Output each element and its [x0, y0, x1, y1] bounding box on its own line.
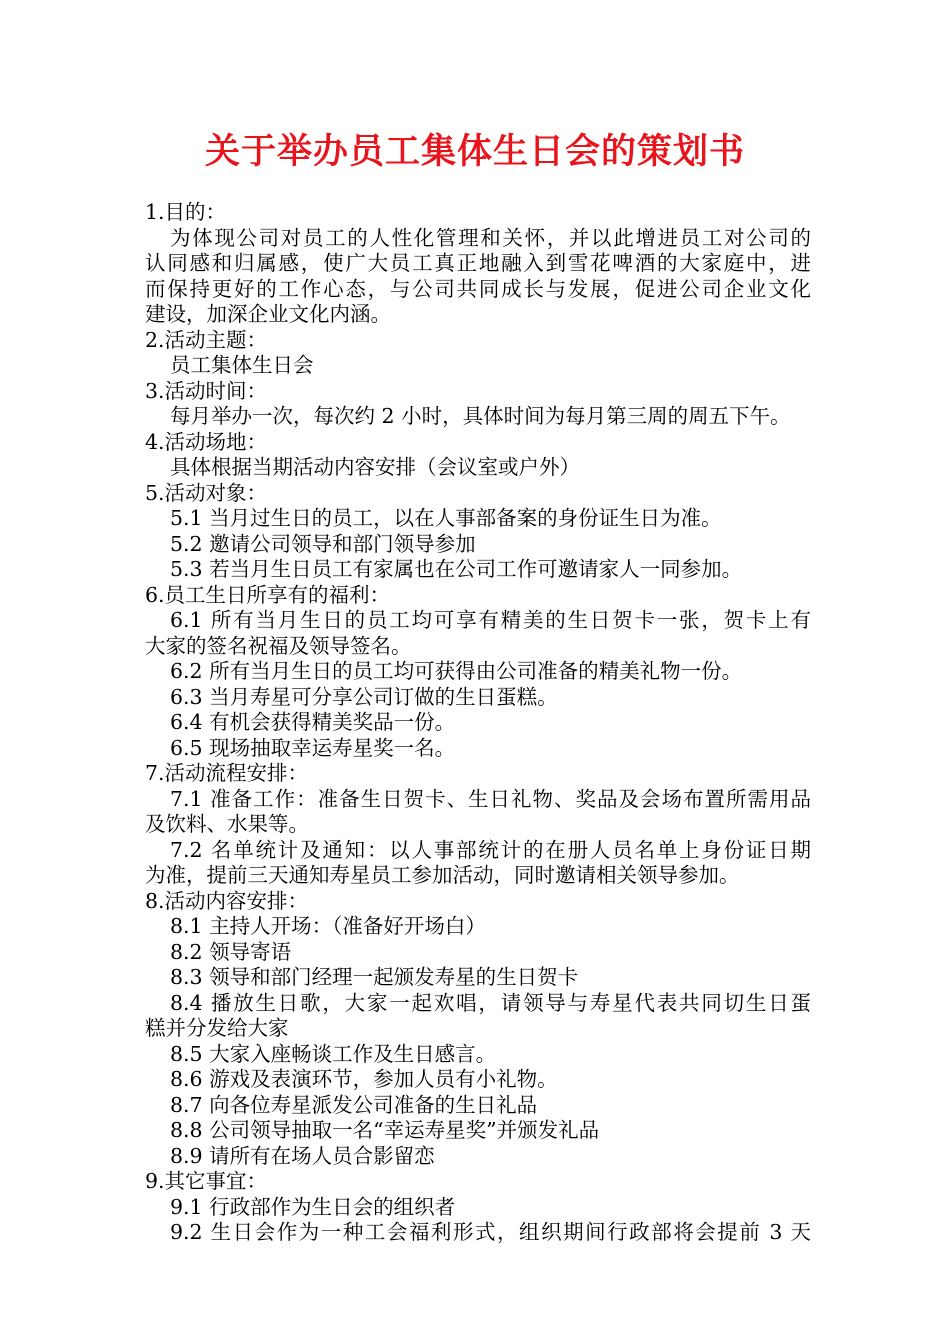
- paragraph-line: 8.4 播放生日歌，大家一起欢唱，请领导与寿星代表共同切生日蛋: [170, 990, 811, 1015]
- document-title: 关于举办员工集体生日会的策划书: [204, 131, 745, 172]
- section-heading: 7.活动流程安排：: [145, 761, 309, 785]
- paragraph-line: 具体根据当期活动内容安排（会议室或户外）: [170, 455, 580, 479]
- paragraph-line: 8.9 请所有在场人员合影留恋: [170, 1143, 435, 1168]
- paragraph-line: 及饮料、水果等。: [145, 812, 309, 836]
- section-heading: 2.活动主题：: [145, 327, 268, 352]
- paragraph-line: 大家的签名祝福及领导签名。: [145, 633, 412, 658]
- section-heading: 1.目的：: [145, 200, 227, 224]
- paragraph-line: 6.1 所有当月生日的员工均可享有精美的生日贺卡一张，贺卡上有: [170, 608, 811, 632]
- paragraph-line: 6.3 当月寿星可分享公司订做的生日蛋糕。: [170, 684, 558, 709]
- paragraph-line: 而保持更好的工作心态，与公司共同成长与发展，促进公司企业文化: [145, 276, 811, 301]
- paragraph-line: 8.3 领导和部门经理一起颁发寿星的生日贺卡: [170, 965, 579, 989]
- paragraph-line: 7.2 名单统计及通知：以人事部统计的在册人员名单上身份证日期: [170, 837, 811, 862]
- paragraph-line: 8.8 公司领导抽取一名“幸运寿星奖”并颁发礼品: [170, 1118, 600, 1142]
- section-heading: 8.活动内容安排：: [145, 888, 309, 913]
- paragraph-line: 9.1 行政部作为生日会的组织者: [170, 1194, 456, 1219]
- paragraph-line: 5.2 邀请公司领导和部门领导参加: [170, 531, 476, 556]
- section-heading: 9.其它事宜：: [145, 1169, 268, 1193]
- paragraph-line: 8.7 向各位寿星派发公司准备的生日礼品: [170, 1092, 538, 1117]
- paragraph-line: 为体现公司对员工的人性化管理和关怀，并以此增进员工对公司的: [170, 225, 811, 250]
- paragraph-line: 8.6 游戏及表演环节，参加人员有小礼物。: [170, 1067, 558, 1091]
- paragraph-line: 6.2 所有当月生日的员工均可获得由公司准备的精美礼物一份。: [170, 659, 743, 683]
- section-heading: 4.活动场地：: [145, 429, 268, 454]
- paragraph-line: 认同感和归属感，使广大员工真正地融入到雪花啤酒的大家庭中，进: [145, 251, 811, 275]
- document-body: [145, 200, 811, 1246]
- section-heading: 6.员工生日所享有的福利：: [145, 582, 391, 607]
- paragraph-line: 为准，提前三天通知寿星员工参加活动，同时邀请相关领导参加。: [145, 863, 740, 887]
- paragraph-line: 糕并分发给大家: [145, 1016, 289, 1040]
- paragraph-line: 6.5 现场抽取幸运寿星奖一名。: [170, 735, 456, 760]
- paragraph-line: 7.1 准备工作：准备生日贺卡、生日礼物、奖品及会场布置所需用品: [170, 786, 811, 811]
- paragraph-line: 8.2 领导寄语: [170, 939, 292, 964]
- paragraph-line: 9.2 生日会作为一种工会福利形式，组织期间行政部将会提前 3 天: [170, 1220, 811, 1244]
- section-heading: 5.活动对象：: [145, 480, 268, 505]
- paragraph-line: 8.5 大家入座畅谈工作及生日感言。: [170, 1041, 497, 1066]
- paragraph-line: 6.4 有机会获得精美奖品一份。: [170, 710, 456, 734]
- paragraph-line: 5.3 若当月生日员工有家属也在公司工作可邀请家人一同参加。: [170, 557, 743, 581]
- paragraph-line: 8.1 主持人开场：（准备好开场白）: [170, 914, 486, 938]
- section-heading: 3.活动时间：: [145, 378, 268, 403]
- paragraph-line: 每月举办一次，每次约 2 小时，具体时间为每月第三周的周五下午。: [170, 404, 791, 428]
- paragraph-line: 5.1 当月过生日的员工，以在人事部备案的身份证生日为准。: [170, 506, 722, 530]
- paragraph-line: 建设，加深企业文化内涵。: [145, 302, 391, 326]
- paragraph-line: 员工集体生日会: [170, 353, 314, 377]
